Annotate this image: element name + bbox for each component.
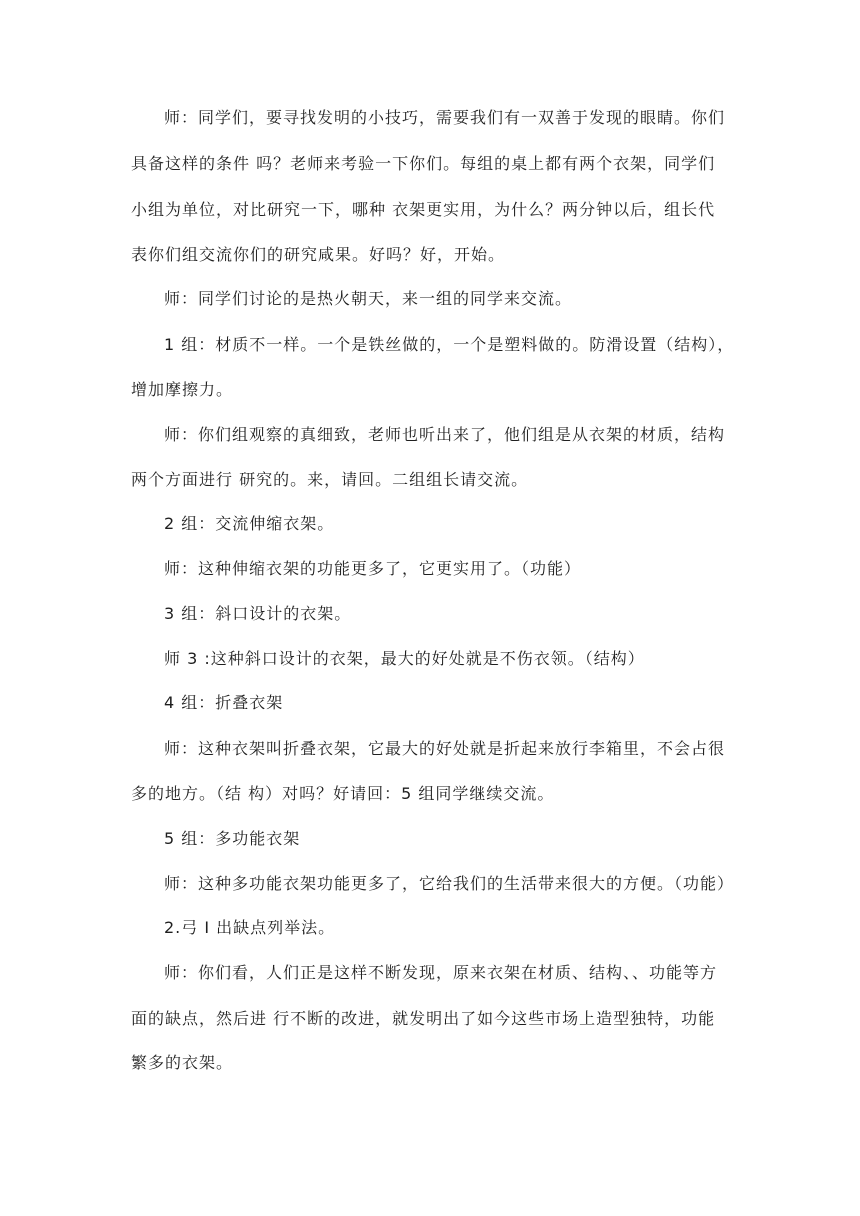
paragraph-line: 两个方面进行 研究的。来，请回。二组组长请交流。 (131, 470, 529, 489)
paragraph-line: 师：这种衣架叫折叠衣架，它最大的好处就是折起来放行李箱里，不会占很 (164, 739, 726, 758)
paragraph-line: 师：同学们，要寻找发明的小技巧，需要我们有一双善于发现的眼睛。你们 (164, 108, 726, 127)
paragraph-line: 小组为单位，对比研究一下，哪种 衣架更实用，为什么？两分钟以后，组长代 (131, 200, 716, 219)
paragraph-line: 表你们组交流你们的研究咸果。好吗？好，开始。 (131, 245, 506, 264)
paragraph-line: 增加摩擦力。 (131, 380, 234, 399)
paragraph-line: 具备这样的条件 吗？老师来考验一下你们。每组的桌上都有两个衣架，同学们 (131, 154, 716, 173)
paragraph-line: 5 组：多功能衣架 (164, 829, 301, 848)
paragraph-line: 2.弓 I 出缺点列举法。 (164, 918, 336, 937)
paragraph-line: 师 3 :这种斜口设计的衣架，最大的好处就是不伤衣领。（结构） (164, 649, 645, 668)
paragraph-line: 4 组：折叠衣架 (164, 693, 284, 712)
paragraph-line: 师：你们组观察的真细致，老师也听出来了，他们组是从衣架的材质，结构 (164, 425, 726, 444)
paragraph-line: 繁多的衣架。 (131, 1053, 234, 1072)
paragraph-line: 1 组：材质不一样。一个是铁丝做的，一个是塑料做的。防滑设置（结构）， (164, 335, 735, 354)
paragraph-line: 师：你们看，人们正是这样不断发现，原来衣架在材质、结构、、功能等方 (164, 963, 718, 982)
paragraph-line: 师：这种伸缩衣架的功能更多了，它更实用了。（功能） (164, 559, 582, 578)
paragraph-line: 多的地方。（结 构）对吗？好请回：5 组同学继续交流。 (131, 784, 555, 803)
paragraph-line: 师：这种多功能衣架功能更多了，它给我们的生活带来很大的方便。（功能） (164, 874, 735, 893)
paragraph-line: 3 组：斜口设计的衣架。 (164, 604, 352, 623)
paragraph-line: 2 组：交流伸缩衣架。 (164, 514, 335, 533)
paragraph-line: 师：同学们讨论的是热火朝天，来一组的同学来交流。 (164, 289, 573, 308)
paragraph-line: 面的缺点，然后进 行不断的改进，就发明出了如今这些市场上造型独特，功能 (131, 1009, 716, 1028)
